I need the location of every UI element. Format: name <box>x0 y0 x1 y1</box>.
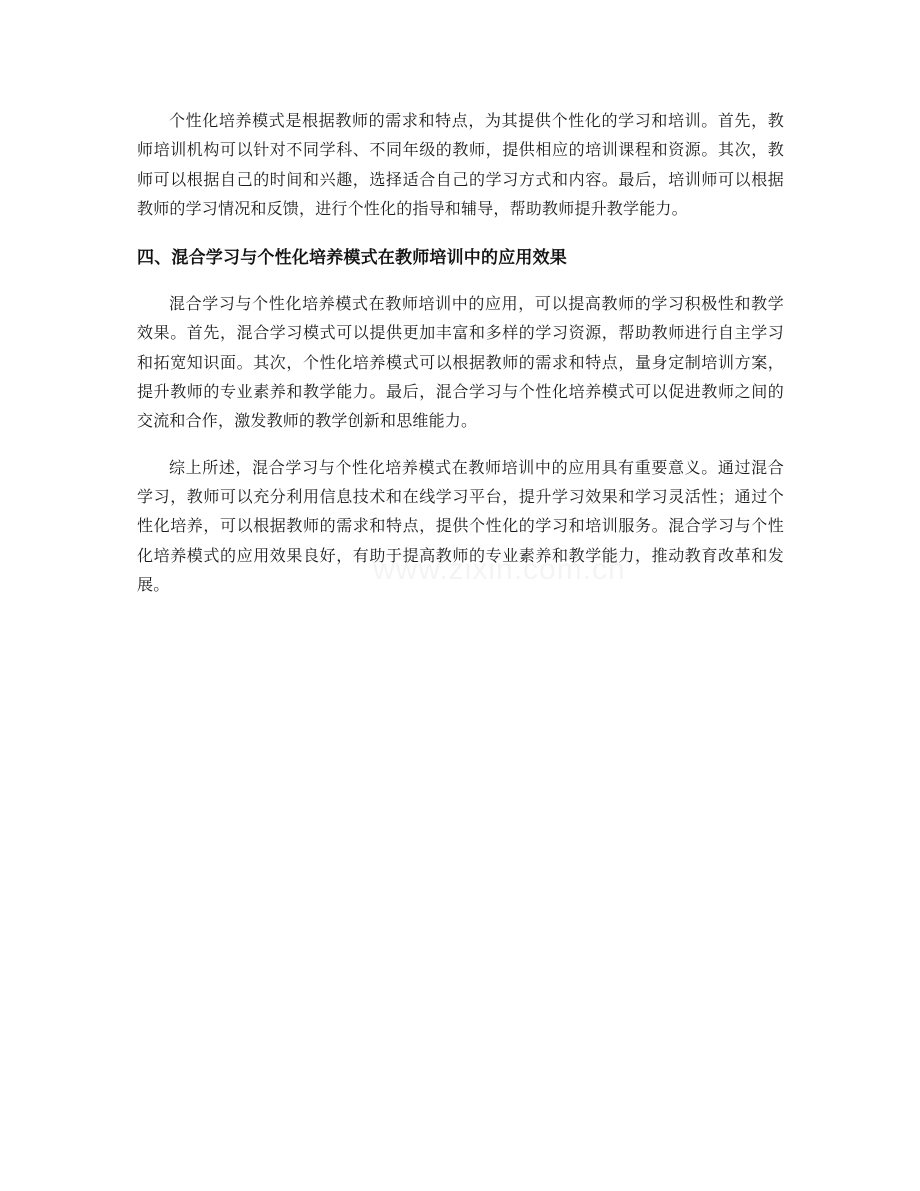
section-heading-4: 四、混合学习与个性化培养模式在教师培训中的应用效果 <box>137 248 567 269</box>
paragraph-conclusion: 综上所述，混合学习与个性化培养模式在教师培训中的应用具有重要意义。通过混合学习，教师可以充分利用信息技术和在线学习平台，提升学习效果和学习灵活性；通过个性化培养，可以根据教师的需求和特点，提供个性化的学习和培训服务。混合学习与个性化培养模式的应用效果良好，有助于提高教师的专业素养和教学能力，推动教育改革和发展。 <box>137 457 784 594</box>
paragraph-personalized-training: 个性化培养模式是根据教师的需求和特点，为其提供个性化的学习和培训。首先，教师培训机构可以针对不同学科、不同年级的教师，提供相应的培训课程和资源。其次，教师可以根据自己的时间和兴趣，选择适合自己的学习方式和内容。最后，培训师可以根据教师的学习情况和反馈，进行个性化的指导和辅导，帮助教师提升教学能力。 <box>137 111 784 218</box>
document-body <box>137 106 784 599</box>
paragraph-application-effects: 混合学习与个性化培养模式在教师培训中的应用，可以提高教师的学习积极性和教学效果。首先，混合学习模式可以提供更加丰富和多样的学习资源，帮助教师进行自主学习和拓宽知识面。其次，个性化培养模式可以根据教师的需求和特点，量身定制培训方案，提升教师的专业素养和教学能力。最后，混合学习与个性化培养模式可以促进教师之间的交流和合作，激发教师的教学创新和思维能力。 <box>137 294 784 431</box>
